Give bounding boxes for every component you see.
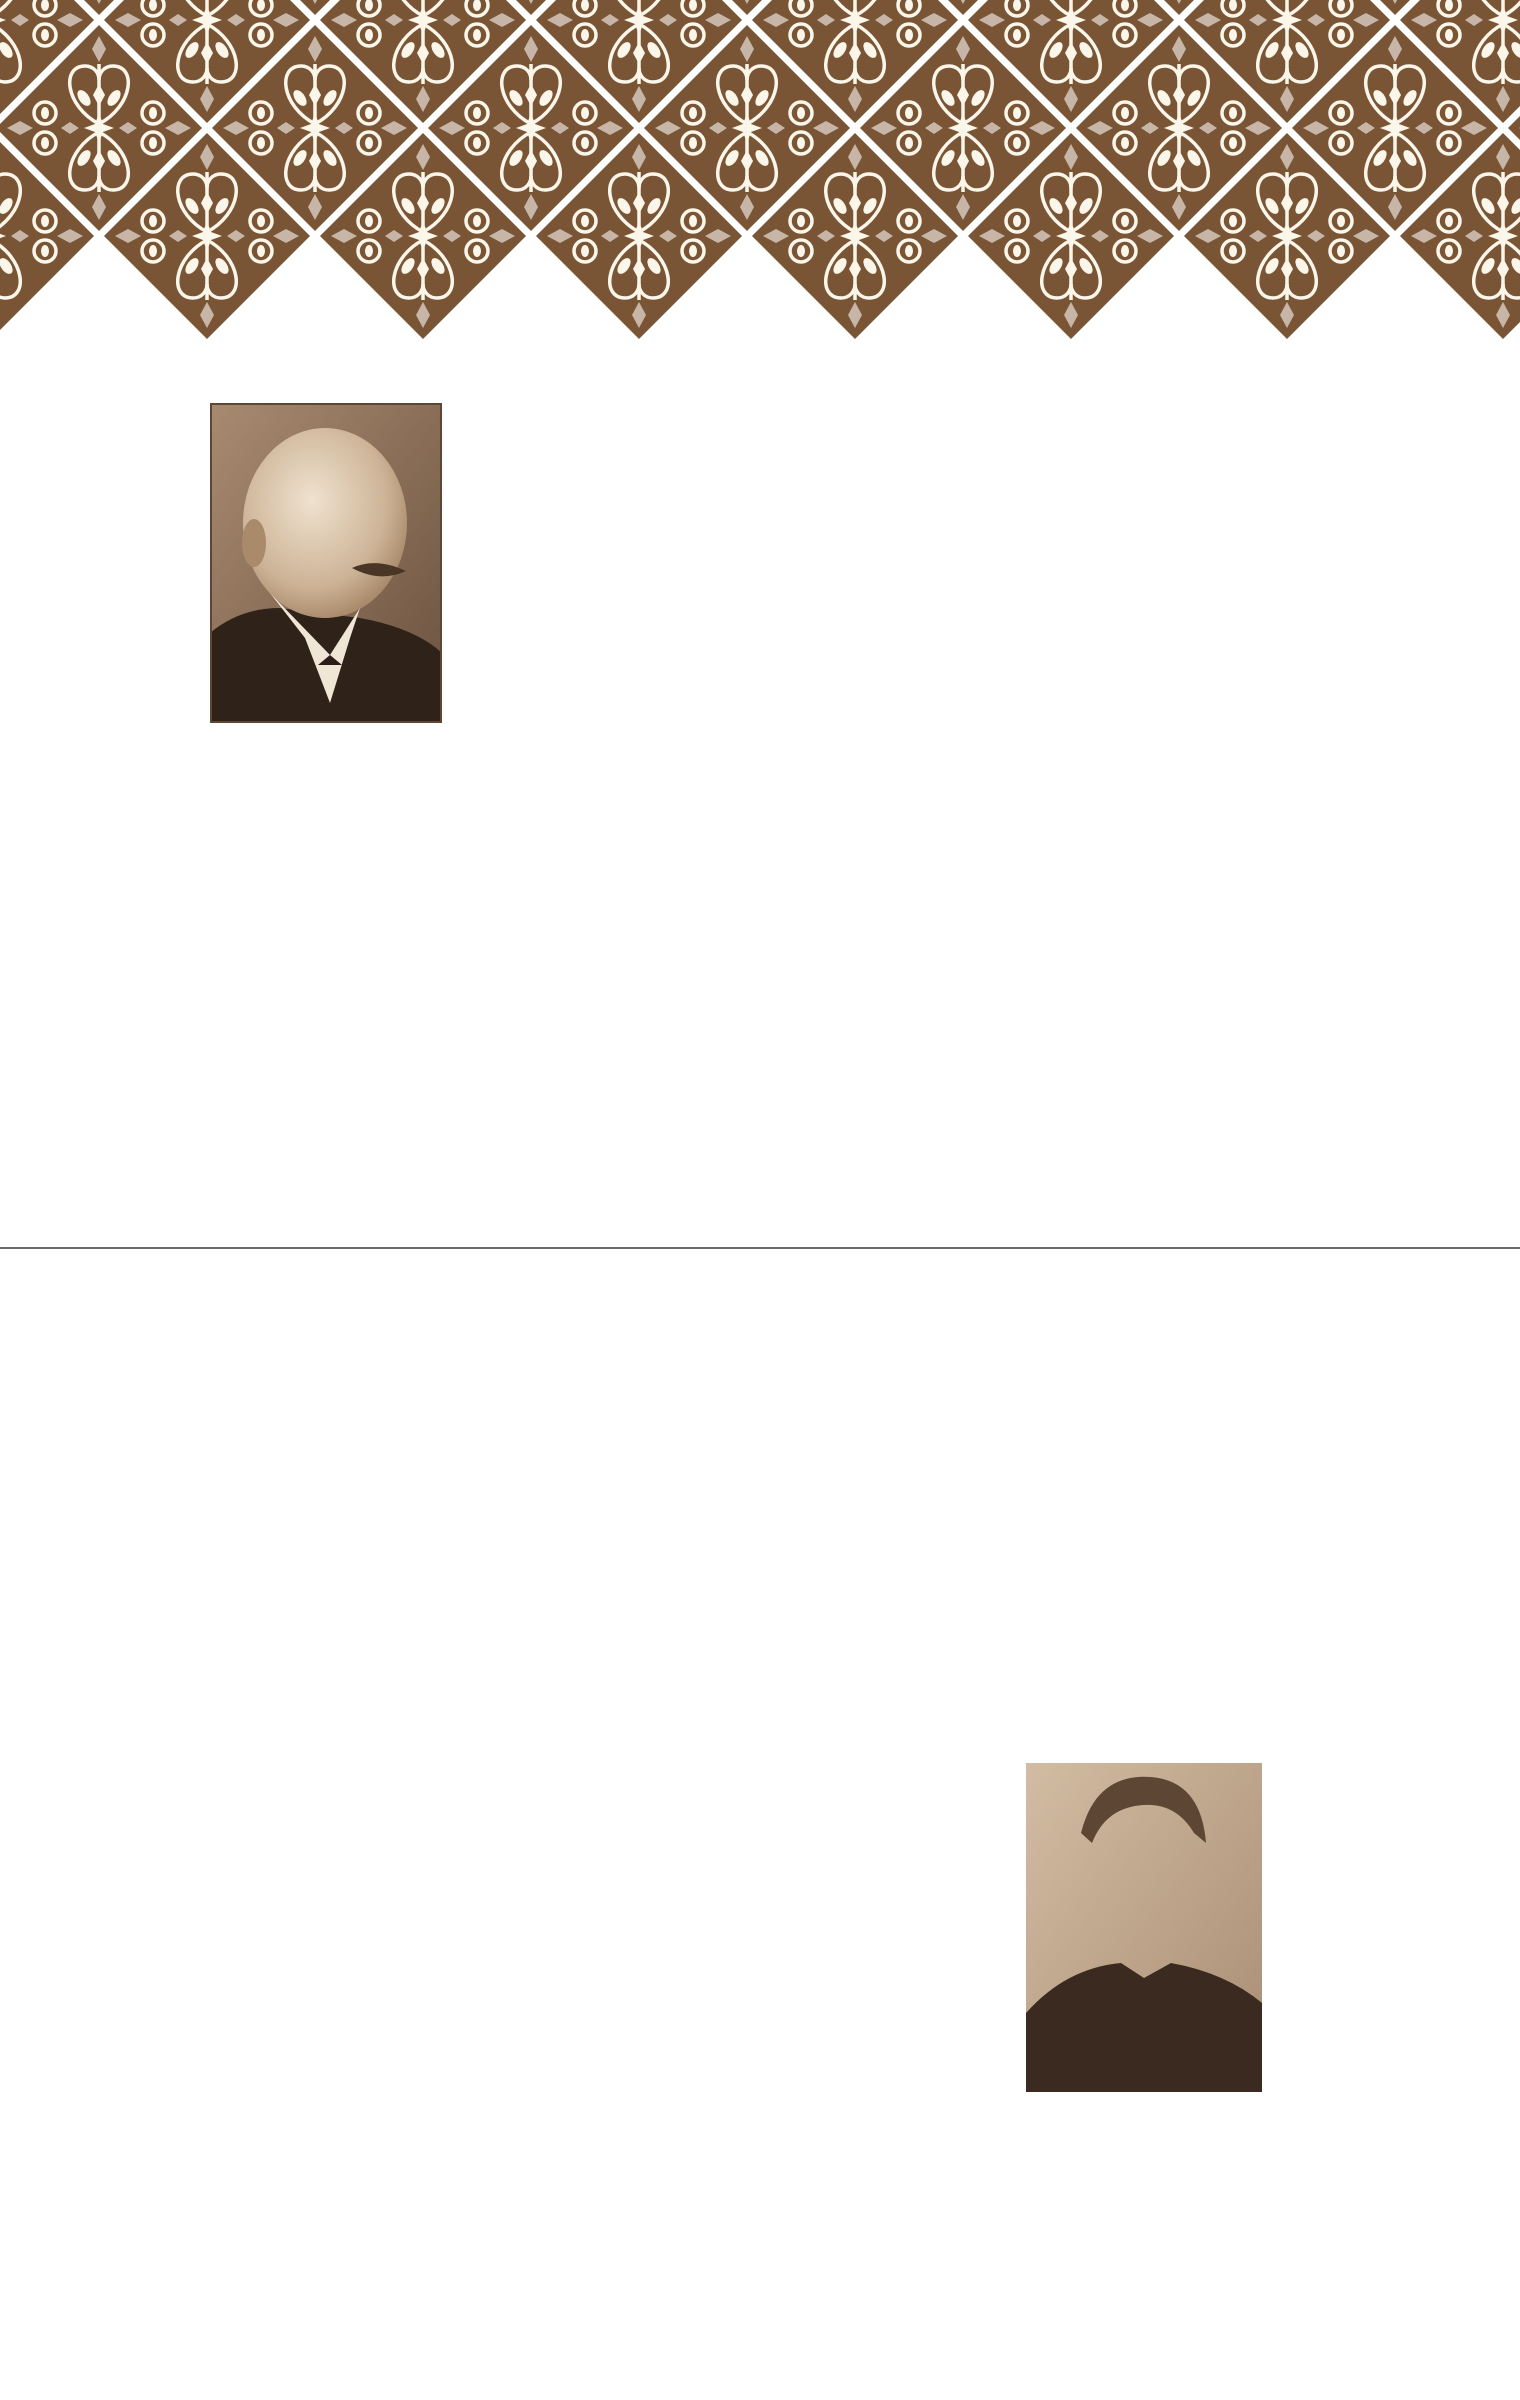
speaker-label-doctor <box>1354 412 1380 466</box>
bottom-text-block-above-left-photo <box>406 1333 450 1737</box>
portrait-photo-semmelweis <box>210 403 442 723</box>
dialogue-column <box>935 1333 979 2085</box>
dialogue-column <box>1205 412 1249 1164</box>
dialogue-column <box>1331 1333 1375 1737</box>
speaker-label-doctor <box>1265 412 1291 466</box>
dialogue-column <box>1294 412 1338 1164</box>
speaker-label-doctor <box>950 1333 976 1387</box>
dialogue-column <box>979 1333 1023 2085</box>
speaker-label-doctor <box>1347 1333 1373 1387</box>
bottom-text-block-main <box>935 1333 1023 2085</box>
portrait-photo-pasteur <box>1026 1763 1262 2092</box>
dialogue-column <box>406 1333 450 1737</box>
speaker-label-doctor <box>1221 412 1247 466</box>
speaker-label-doctor <box>995 1333 1021 1387</box>
decorative-border-top <box>0 0 1520 345</box>
section-divider <box>0 1247 1520 1249</box>
speaker-label-doctor <box>1309 412 1335 466</box>
dialogue-column <box>1338 412 1382 1164</box>
dialogue-column <box>1249 412 1293 1164</box>
top-text-block-main <box>1205 412 1382 1164</box>
bottom-text-block-above-right-photo <box>1331 1333 1375 1737</box>
speaker-label-doctor <box>422 1333 448 1387</box>
